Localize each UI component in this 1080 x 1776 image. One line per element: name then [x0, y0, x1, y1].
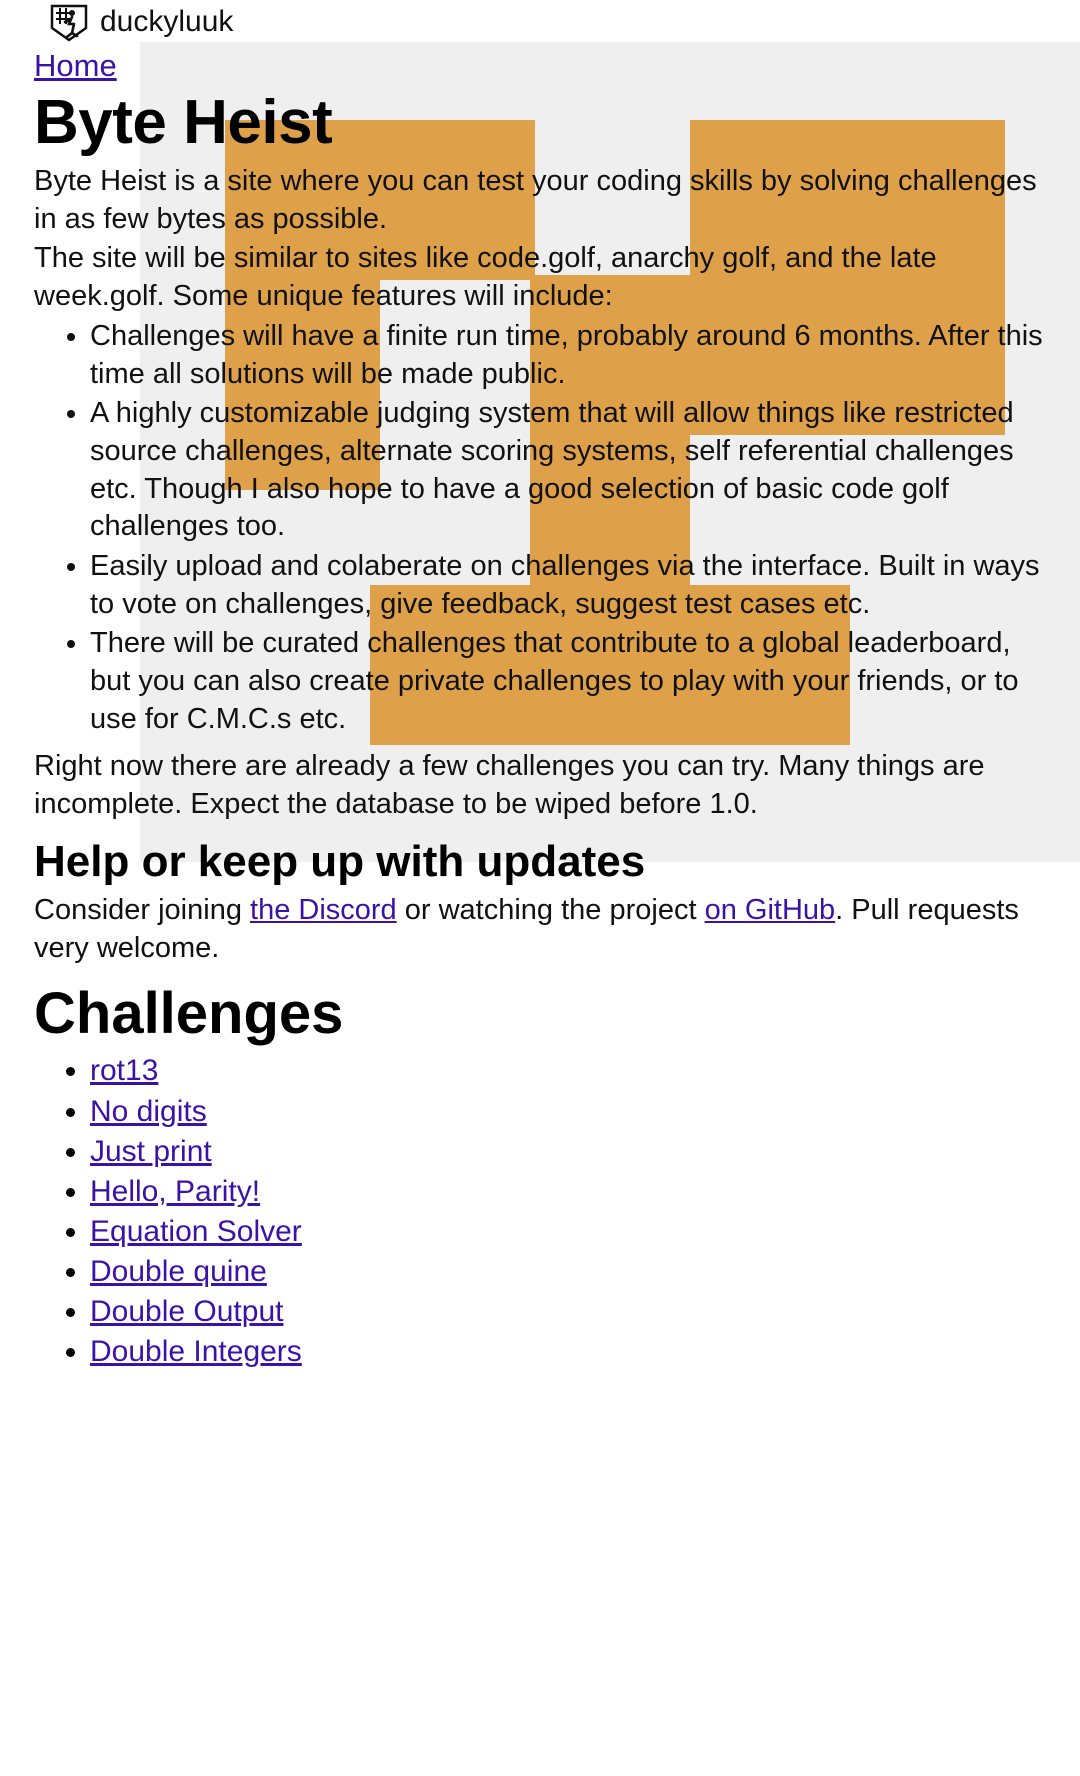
- list-item: • Challenges will have a finite run time, probably around 6 months. After this time all solutions will be made public.: [90, 318, 1048, 393]
- runner-badge-icon[interactable]: [48, 2, 90, 42]
- username-label: duckyluuk: [100, 5, 234, 38]
- list-item: [90, 1333, 1048, 1371]
- challenges-heading: Challenges: [34, 980, 344, 1046]
- help-text-middle: or watching the project: [396, 894, 705, 927]
- top-bar: [0, 0, 1080, 44]
- page-title: Byte Heist: [34, 88, 333, 157]
- intro-paragraph-2: The site will be similar to sites like code.golf, anarchy golf, and the late week.golf. Some unique features will include:: [34, 242, 937, 313]
- home-link[interactable]: Home: [34, 48, 117, 83]
- help-section-text: [34, 892, 1048, 967]
- challenge-link-hello-parity[interactable]: Hello, Parity!: [90, 1174, 261, 1208]
- list-item: [90, 1293, 1048, 1331]
- list-item: [90, 1253, 1048, 1291]
- help-section-heading: Help or keep up with updates: [34, 836, 646, 886]
- challenge-list: [34, 1052, 1048, 1371]
- discord-link[interactable]: the Discord: [250, 894, 397, 927]
- list-item: • There will be curated challenges that contribute to a global leaderboard, but you can also create private challenges to play with your friends, or to use for C.M.C.s etc.: [90, 625, 1048, 738]
- list-item: [90, 1213, 1048, 1251]
- list-item: • A highly customizable judging system that will allow things like restricted source challenges, alternate scoring systems, self referential challenges etc. Though I also hope to have a good selection of basic code golf challenges too.: [90, 395, 1048, 546]
- challenge-link-double-output[interactable]: Double Output: [90, 1295, 284, 1328]
- challenge-link-double-integers[interactable]: Double Integers: [90, 1335, 302, 1369]
- list-item: • Easily upload and colaberate on challenges via the interface. Built in ways to vote on challenges, give feedback, suggest test cases etc.: [90, 548, 1048, 623]
- list-item: [90, 1052, 1048, 1090]
- github-link[interactable]: on GitHub: [704, 894, 836, 927]
- challenge-link-double-quine[interactable]: Double quine: [90, 1254, 267, 1288]
- intro-paragraph-1: Byte Heist is a site where you can test your coding skills by solving challenges in as few bytes as possible.: [34, 165, 1037, 235]
- challenge-link-equation-solver[interactable]: Equation Solver: [90, 1214, 302, 1248]
- challenge-link-no-digits[interactable]: No digits: [90, 1094, 207, 1128]
- challenge-link-just-print[interactable]: Just print: [90, 1134, 212, 1168]
- help-text-after: . Pull requests very welcome.: [34, 894, 1019, 964]
- feature-list: [34, 318, 1048, 739]
- help-text-before: Consider joining: [34, 894, 251, 927]
- main-content: [0, 44, 1080, 1391]
- list-item: [90, 1173, 1048, 1211]
- status-paragraph: Right now there are already a few challenges you can try. Many things are incomplete. Expect the database to be wiped before 1.0.: [34, 750, 985, 821]
- list-item: [90, 1133, 1048, 1171]
- list-item: [90, 1093, 1048, 1131]
- challenge-link-rot13[interactable]: rot13: [90, 1054, 159, 1088]
